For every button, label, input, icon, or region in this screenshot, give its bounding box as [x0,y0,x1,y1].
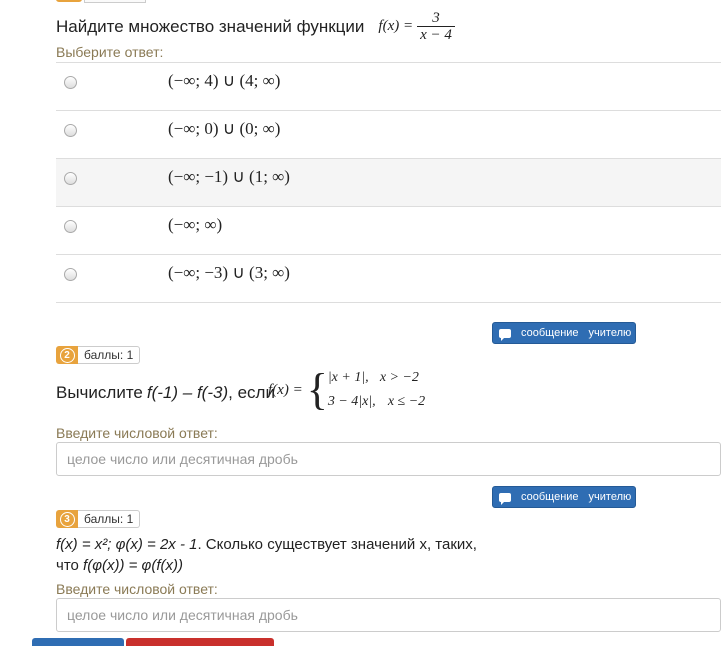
case-1-cond: x > −2 [379,370,419,385]
radio-button[interactable] [64,220,77,233]
question-2-header [56,346,140,364]
question-1-label: Найдите множество значений функции [56,16,365,36]
fraction [417,10,455,43]
option-label: (−∞; −1) ∪ (1; ∞) [168,167,290,186]
question-2-pre: Вычислите [56,383,143,402]
message-button-word1: сообщение [521,491,579,503]
brace: { [306,365,328,414]
question-3-text2: что [56,557,79,574]
points-badge: баллы: 1 [78,510,140,528]
answer-hint-1: Выберите ответ: [56,44,164,60]
radio-button[interactable] [64,124,77,137]
chat-icon [499,493,511,502]
input-placeholder: целое число или десятичная дробь [67,451,298,467]
piecewise-function [268,366,425,414]
message-button-word2: учителю [588,491,632,503]
option-label: (−∞; 0) ∪ (0; ∞) [168,119,281,138]
option-label: (−∞; ∞) [168,215,223,234]
radio-button[interactable] [64,172,77,185]
bottom-button-red[interactable] [126,638,274,646]
chat-icon [499,329,511,338]
answer-hint-3: Введите числовой ответ: [56,581,218,597]
answer-option-2[interactable] [56,111,721,159]
case-1 [328,366,425,390]
question-2-mid: , если [228,383,275,402]
bottom-button-blue[interactable] [32,638,124,646]
question-number-badge: 2 [56,346,78,364]
question-3-line2 [56,555,477,576]
option-label: (−∞; −3) ∪ (3; ∞) [168,263,290,282]
message-button-word2: учителю [588,327,632,339]
radio-button[interactable] [64,76,77,89]
numeric-answer-input-2[interactable] [56,442,721,476]
message-teacher-button[interactable] [492,486,636,508]
answer-hint-2: Введите числовой ответ: [56,425,218,441]
case-2 [328,390,425,414]
answer-option-3[interactable] [56,159,721,207]
message-button-word1: сообщение [521,327,579,339]
case-2-cond: x ≤ −2 [387,394,426,409]
fraction-numerator: 3 [417,10,455,27]
radio-button[interactable] [64,268,77,281]
fraction-denominator: x − 4 [420,27,452,43]
piecewise-lhs: f(x) = [268,381,303,398]
points-badge: баллы: 1 [78,346,140,364]
input-placeholder: целое число или десятичная дробь [67,607,298,623]
question-3-line1 [56,534,477,555]
option-label: (−∞; 4) ∪ (4; ∞) [168,71,281,90]
answer-option-4[interactable] [56,207,721,255]
question-2-text [56,383,275,403]
piecewise-cases [328,366,425,414]
question-number-badge: 3 [56,510,78,528]
question-3-text [56,534,477,576]
question-3-text1: . Сколько существует значений x, таких, [197,536,477,553]
question-2-expr: f(-1) – f(-3) [146,383,229,402]
prev-points-badge [84,0,146,3]
case-2-expr: 3 − 4|x|, [327,394,376,409]
case-1-expr: |x + 1|, [327,370,369,385]
question-3-math1: f(x) = x²; φ(x) = 2x - 1 [56,536,198,553]
function-lhs: f(x) = [378,18,414,34]
question-1-text [56,10,455,43]
numeric-answer-input-3[interactable] [56,598,721,632]
prev-number-badge [56,0,82,2]
question-3-header [56,510,140,528]
message-teacher-button[interactable] [492,322,636,344]
answer-option-5[interactable] [56,255,721,303]
answer-option-1[interactable] [56,63,721,111]
question-3-math2: f(φ(x)) = φ(f(x)) [83,557,183,574]
answer-options [56,62,721,303]
